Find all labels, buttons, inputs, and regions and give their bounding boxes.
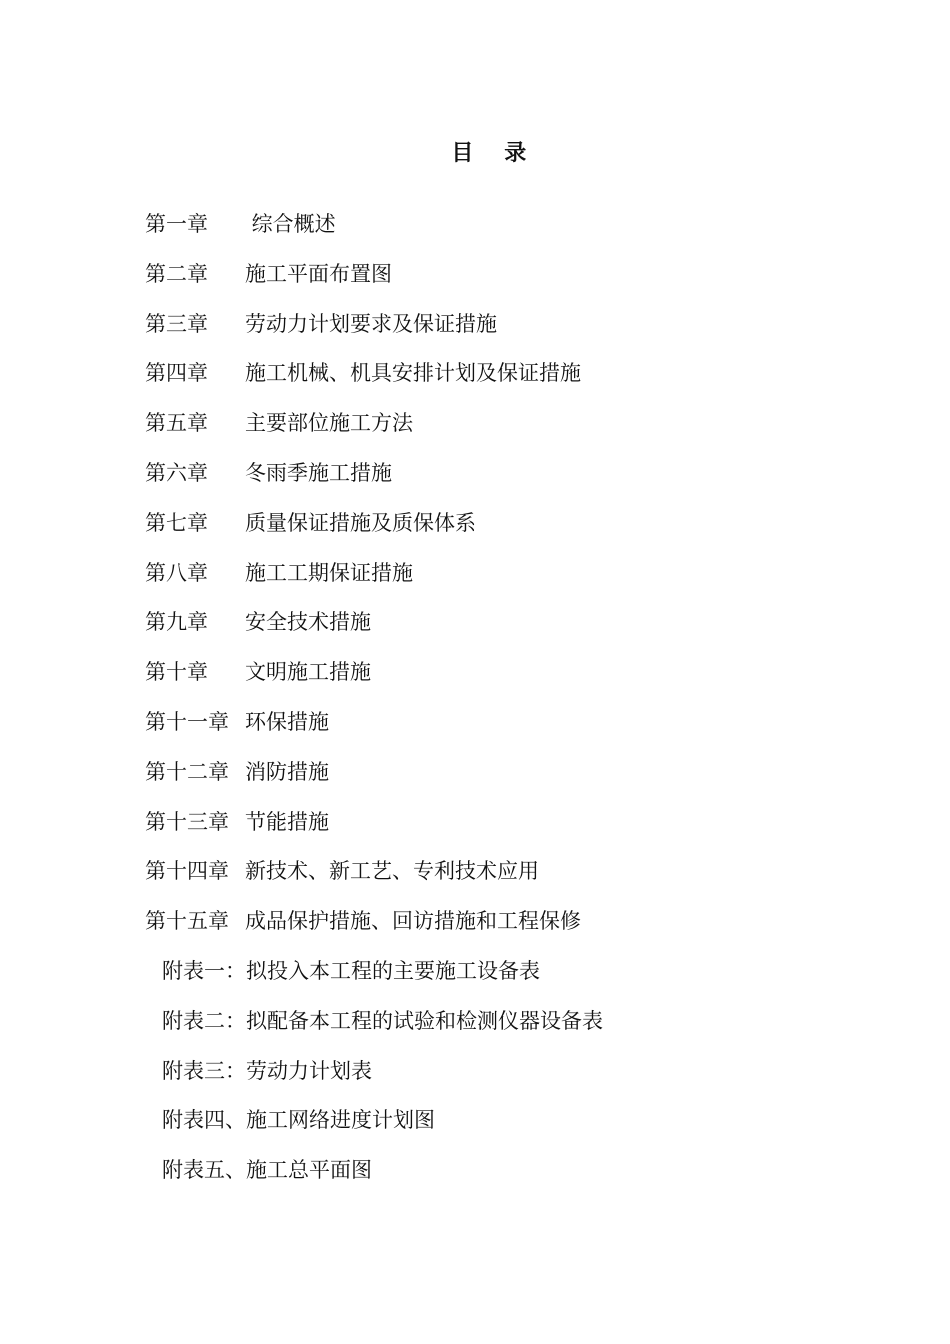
chapter-number: 第一章 <box>145 212 208 236</box>
chapter-number: 第十二章 <box>145 759 229 784</box>
chapter-title: 综合概述 <box>245 212 336 236</box>
chapter-title: 冬雨季施工措施 <box>245 460 392 485</box>
toc-item <box>145 901 581 951</box>
toc-item <box>145 602 581 652</box>
chapter-number: 第十章 <box>145 660 208 685</box>
toc-item <box>145 403 581 453</box>
page-title: 目 录 <box>451 140 531 166</box>
chapter-title: 施工平面布置图 <box>245 261 392 286</box>
chapter-title: 节能措施 <box>245 809 329 834</box>
chapter-number: 第十一章 <box>145 709 229 734</box>
chapter-title: 劳动力计划要求及保证措施 <box>245 311 497 336</box>
chapter-number: 第九章 <box>145 610 208 635</box>
chapter-title: 成品保护措施、回访措施和工程保修 <box>245 909 581 934</box>
appendix-item: 附表一：拟投入本工程的主要施工设备表 <box>162 959 540 983</box>
chapter-title: 安全技术措施 <box>245 610 371 635</box>
chapter-number: 第七章 <box>145 510 208 535</box>
toc-item <box>145 752 581 802</box>
toc-item <box>145 503 581 553</box>
chapter-number: 第四章 <box>145 361 208 386</box>
chapter-number: 第五章 <box>145 411 208 436</box>
toc-item <box>145 652 581 702</box>
chapter-title: 文明施工措施 <box>245 660 371 685</box>
chapter-number: 第三章 <box>145 311 208 336</box>
toc-item <box>145 204 581 254</box>
appendix-item: 附表三：劳动力计划表 <box>162 1058 372 1083</box>
chapter-title: 施工工期保证措施 <box>245 560 413 585</box>
appendix-item: 附表五、施工总平面图 <box>162 1158 372 1183</box>
chapter-number: 第八章 <box>145 560 208 585</box>
chapter-number: 第十四章 <box>145 859 229 884</box>
chapter-title: 环保措施 <box>245 709 329 734</box>
chapter-number: 第十三章 <box>145 809 229 834</box>
chapter-number: 第六章 <box>145 460 208 485</box>
chapter-number: 第十五章 <box>145 909 229 934</box>
toc-item <box>145 553 581 603</box>
chapter-title: 新技术、新工艺、专利技术应用 <box>245 859 539 884</box>
chapter-title: 主要部位施工方法 <box>245 411 413 436</box>
appendix-item: 附表二：拟配备本工程的试验和检测仪器设备表 <box>162 1008 603 1033</box>
chapter-title: 质量保证措施及质保体系 <box>245 510 476 535</box>
toc-item <box>145 702 581 752</box>
toc-item <box>145 254 581 304</box>
toc-item <box>145 851 581 901</box>
toc-item <box>145 353 581 403</box>
toc-item <box>145 453 581 503</box>
toc-appendix-list <box>162 951 603 1200</box>
appendix-item: 附表四、施工网络进度计划图 <box>162 1108 435 1133</box>
chapter-title: 施工机械、机具安排计划及保证措施 <box>245 361 581 386</box>
toc-chapter-list <box>145 204 581 951</box>
chapter-number: 第二章 <box>145 261 208 286</box>
toc-item <box>145 802 581 852</box>
toc-item <box>145 304 581 354</box>
chapter-title: 消防措施 <box>245 759 329 784</box>
